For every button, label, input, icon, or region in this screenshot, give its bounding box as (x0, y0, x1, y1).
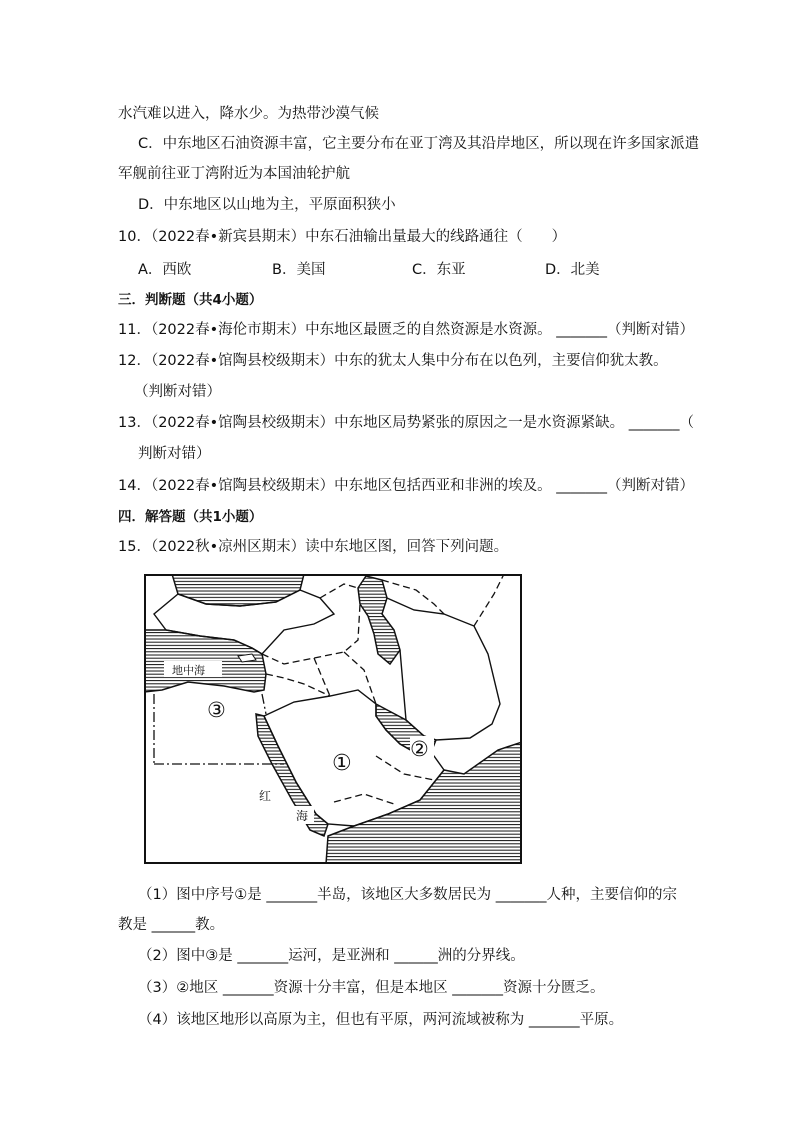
marker-2: ② (410, 737, 429, 761)
sub-question-3: （3）②地区 _______资源十分丰富，但是本地区 _______资源十分匮乏。 (138, 980, 605, 996)
option-b: B．美国 (272, 262, 326, 278)
section-4-heading: 四．解答题（共1小题） (118, 509, 263, 525)
cyprus (238, 654, 256, 662)
option-c-text-cont: 军舰前往亚丁湾附近为本国油轮护航 (118, 166, 350, 182)
label-mediterranean: 地中海 (172, 664, 205, 677)
marker-3: ③ (207, 698, 226, 722)
option-d: D．北美 (545, 262, 600, 278)
question-10: 10．（2022春•新宾县期末）中东石油输出量最大的线路通往（ ） (118, 229, 567, 245)
sub-question-1: （1）图中序号①是 _______半岛，该地区大多数居民为 _______人种，主要信仰的宗 (138, 887, 677, 903)
option-a: A．西欧 (138, 262, 192, 278)
marker-1: ① (332, 751, 352, 776)
section-3-heading: 三．判断题（共4小题） (118, 292, 263, 308)
option-d-text: D．中东地区以山地为主，平原面积狭小 (138, 197, 396, 213)
sub-question-1-cont: 教是 ______教。 (118, 917, 225, 933)
question-13-cont: 判断对错） (138, 446, 211, 462)
question-11: 11．（2022春•海伦市期末）中东地区最匮乏的自然资源是水资源。 _______（判断对错） (118, 322, 695, 338)
question-13: 13．（2022春•馆陶县校级期末）中东地区局势紧张的原因之一是水资源紧缺。 _______（ (118, 415, 695, 431)
question-14: 14．（2022春•馆陶县校级期末）中东地区包括西亚和非洲的埃及。 _______（判断对错） (118, 478, 695, 494)
question-10-options (138, 258, 658, 280)
question-12: 12．（2022春•馆陶县校级期末）中东的犹太人集中分布在以色列，主要信仰犹太教。 (118, 353, 668, 369)
question-15: 15．（2022秋•凉州区期末）读中东地区图，回答下列问题。 (118, 539, 509, 555)
label-red-sea-2: 海 (296, 809, 309, 823)
middle-east-map (144, 574, 522, 864)
label-red-sea-1: 红 (259, 789, 272, 803)
option-c: C．东亚 (412, 262, 466, 278)
option-c-text: C．中东地区石油资源丰富，它主要分布在亚丁湾及其沿岸地区，所以现在许多国家派遣 (138, 136, 700, 152)
sub-question-4: （4）该地区地形以高原为主，但也有平原，两河流域被称为 _______平原。 (138, 1012, 624, 1028)
sub-question-2: （2）图中③是 _______运河，是亚洲和 ______洲的分界线。 (138, 948, 525, 964)
line-climate: 水汽难以进入，降水少。为热带沙漠气候 (118, 106, 379, 122)
question-12-cont: （判断对错） (134, 384, 221, 400)
